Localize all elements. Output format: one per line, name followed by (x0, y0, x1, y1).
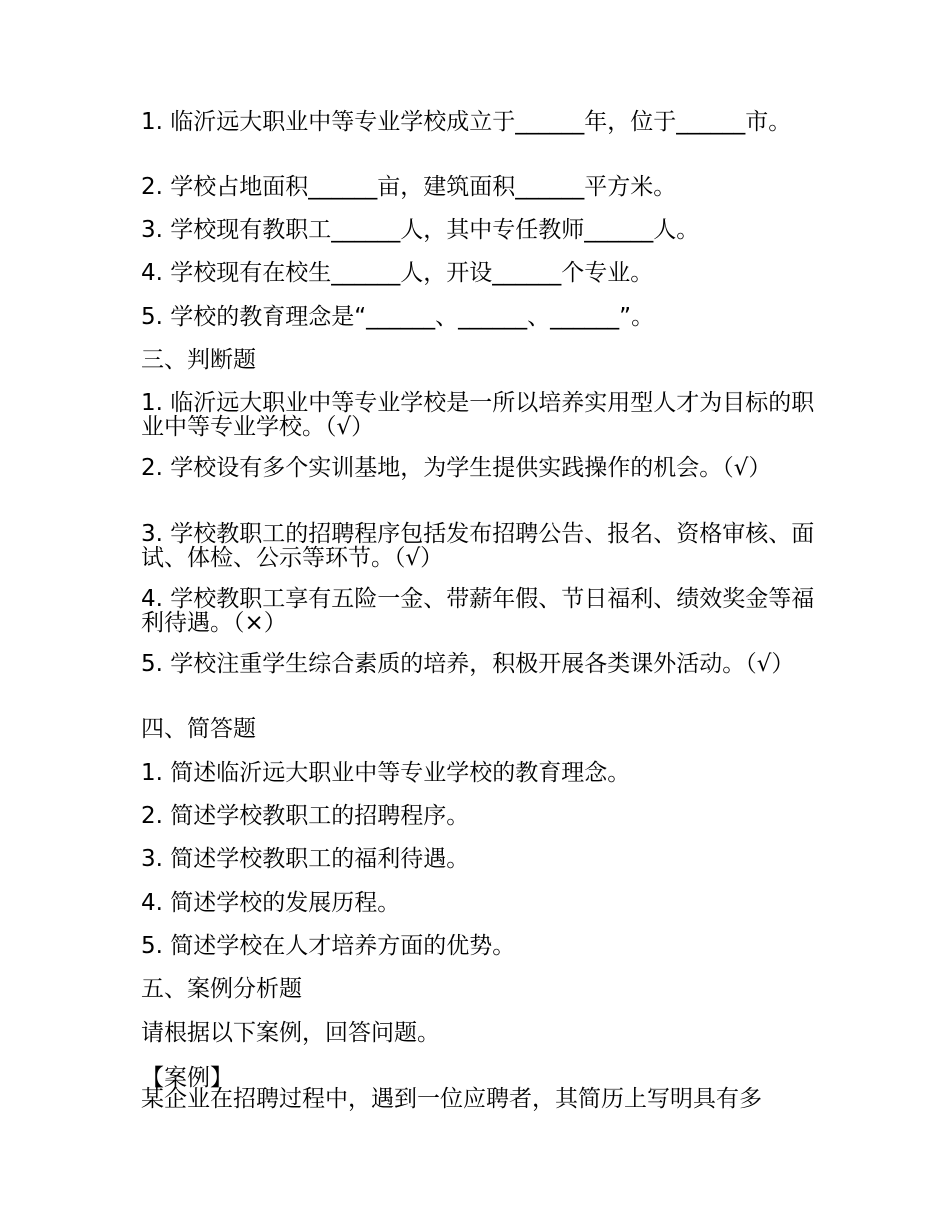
section-heading-true-false: 三、判断题 (141, 347, 256, 373)
fill-blank-question-1: 1. 临沂远大职业中等专业学校成立于______年，位于______市。 (141, 109, 792, 135)
case-text: 某企业在招聘过程中，遇到一位应聘者，其简历上写明具有多 (141, 1086, 762, 1112)
section-heading-short-answer: 四、简答题 (141, 716, 256, 742)
short-answer-question-4: 4. 简述学校的发展历程。 (141, 890, 401, 916)
fill-blank-question-4: 4. 学校现有在校生______人，开设______个专业。 (141, 260, 654, 286)
true-false-question-1: 1. 临沂远大职业中等专业学校是一所以培养实用型人才为目标的职业中等专业学校。（√） (141, 390, 815, 440)
section-heading-case-analysis: 五、案例分析题 (141, 976, 302, 1002)
case-label: 【案例】 (141, 1065, 233, 1091)
fill-blank-question-2: 2. 学校占地面积______亩，建筑面积______平方米。 (141, 174, 677, 200)
short-answer-question-5: 5. 简述学校在人才培养方面的优势。 (141, 933, 516, 959)
short-answer-question-1: 1. 简述临沂远大职业中等专业学校的教育理念。 (141, 760, 631, 786)
short-answer-question-2: 2. 简述学校教职工的招聘程序。 (141, 803, 470, 829)
case-analysis-intro: 请根据以下案例，回答问题。 (141, 1020, 440, 1046)
fill-blank-question-5: 5. 学校的教育理念是“______、______、______”。 (141, 304, 655, 330)
fill-blank-question-3: 3. 学校现有教职工______人，其中专任教师______人。 (141, 217, 700, 243)
true-false-question-3: 3. 学校教职工的招聘程序包括发布招聘公告、报名、资格审核、面试、体检、公示等环节。（√） (141, 521, 815, 571)
true-false-question-2: 2. 学校设有多个实训基地，为学生提供实践操作的机会。（√） (141, 455, 772, 481)
short-answer-question-3: 3. 简述学校教职工的福利待遇。 (141, 846, 470, 872)
true-false-question-4: 4. 学校教职工享有五险一金、带薪年假、节日福利、绩效奖金等福利待遇。（×） (141, 586, 815, 636)
true-false-question-5: 5. 学校注重学生综合素质的培养，积极开展各类课外活动。（√） (141, 651, 795, 677)
